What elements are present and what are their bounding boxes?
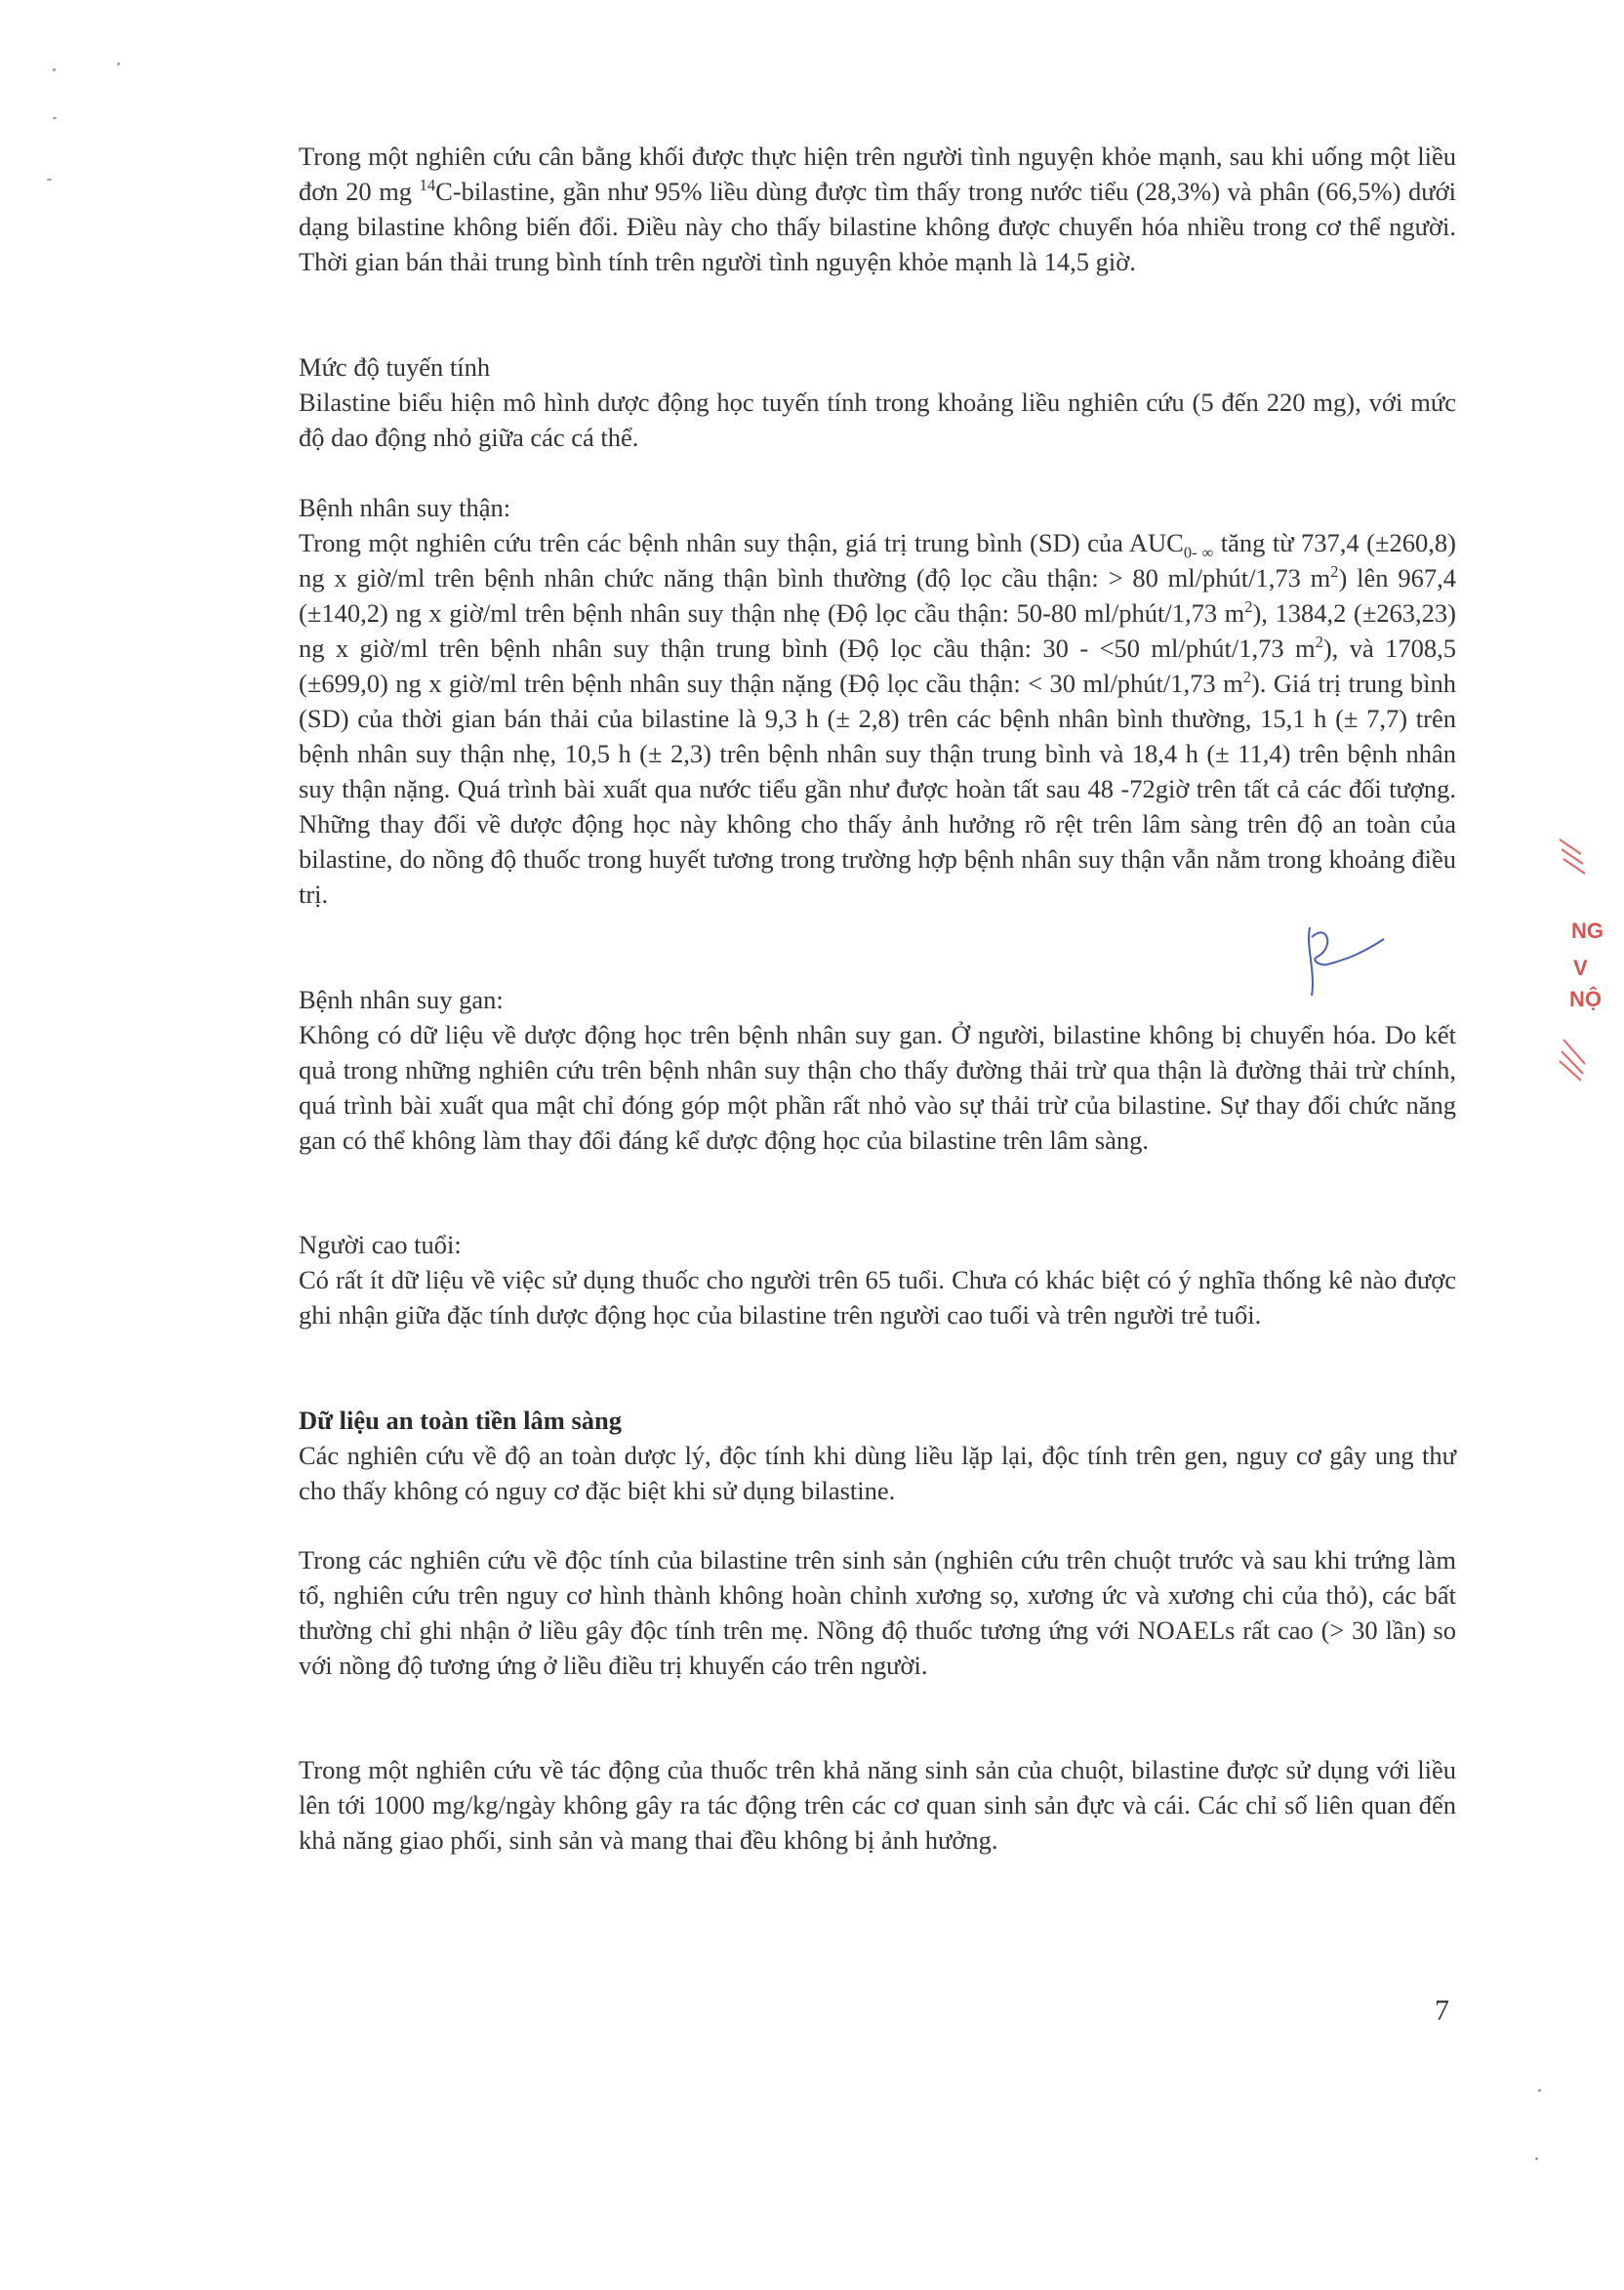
stamp-text: V: [1573, 956, 1588, 980]
stamp-text: NỘ: [1569, 987, 1602, 1011]
scan-speck: [1538, 2089, 1541, 2092]
page-number: 7: [1435, 1994, 1449, 2026]
scan-speck: [53, 68, 56, 71]
section-preclinical-safety: [299, 1403, 1456, 1508]
paragraph-reproductive-toxicity: Trong các nghiên cứu về độc tính của bilastine trên sinh sản (nghiên cứu trên chuột trước và sau khi trứng làm tổ, nghiên cứu trên nguy cơ hình thành không hoàn chỉnh xương sọ, xương ức và xương chi của thỏ), các bất thường chỉ ghi nhận ở liều gây độc tính trên mẹ. Nồng độ thuốc tương ứng với NOAELs rất cao (> 30 lần) so với nồng độ tương ứng ở liều điều trị khuyến cáo trên người.: [299, 1545, 1456, 1680]
stamp-text: NG: [1571, 919, 1604, 943]
paragraph-fertility: Trong một nghiên cứu về tác động của thuốc trên khả năng sinh sản của chuột, bilastine được sử dụng với liều lên tới 1000 mg/kg/ngày không gây ra tác động trên các cơ quan sinh sản đực và cái. Các chỉ số liên quan đến khả năng giao phối, sinh sản và mang thai đều không bị ảnh hưởng.: [299, 1755, 1456, 1855]
section-heading: Người cao tuổi:: [299, 1230, 462, 1259]
stamp-edge-marks: [1542, 835, 1610, 1127]
section-body: Các nghiên cứu về độ an toàn dược lý, độc tính khi dùng liều lặp lại, độc tính trên gen, nguy cơ gây ung thư cho thấy không có nguy cơ đặc biệt khi sử dụng bilastine.: [299, 1441, 1456, 1505]
section-hepatic-impairment: [299, 982, 1456, 1158]
official-stamp-fragment: [1542, 835, 1610, 1127]
section-body: Không có dữ liệu về dược động học trên bệnh nhân suy gan. Ở người, bilastine không bị chuyển hóa. Do kết quả trong những nghiên cứu trên bệnh nhân suy thận cho thấy đường thải trừ qua thận là đường thải trừ chính, quá trình bài xuất qua mật chỉ đóng góp một phần rất nhỏ vào sự thải trừ của bilastine. Sự thay đổi chức năng gan có thể không làm thay đổi đáng kể dược động học của bilastine trên lâm sàng.: [299, 1020, 1456, 1155]
paragraph-mass-balance: Trong một nghiên cứu cân bằng khối được thực hiện trên người tình nguyện khỏe mạnh, sau khi uống một liều đơn 20 mg $^{14}$C-bilastine, gần như 95% liều dùng được tìm thấy trong nước tiểu (28,3%) và phân (66,5%) dưới dạng bilastine không biến đổi. Điều này cho thấy bilastine không được chuyển hóa nhiều trong cơ thể người. Thời gian bán thải trung bình tính trên người tình nguyện khỏe mạnh là 14,5 giờ.: [299, 142, 1456, 276]
section-renal-impairment: [299, 490, 1456, 912]
scan-speck: [117, 62, 120, 65]
section-body: Bilastine biểu hiện mô hình dược động học tuyến tính trong khoảng liều nghiên cứu (5 đến 220 mg), với mức độ dao động nhỏ giữa các cá thể.: [299, 388, 1456, 452]
section-heading: Bệnh nhân suy thận:: [299, 493, 511, 522]
section-heading: Mức độ tuyến tính: [299, 352, 491, 382]
scan-speck: [53, 117, 57, 119]
section-elderly: [299, 1227, 1456, 1332]
scan-speck: [47, 179, 52, 181]
section-heading: Dữ liệu an toàn tiền lâm sàng: [299, 1406, 622, 1435]
handwritten-signature: [1298, 918, 1396, 1005]
section-body: Có rất ít dữ liệu về việc sử dụng thuốc cho người trên 65 tuổi. Chưa có khác biệt có ý nghĩa thống kê nào được ghi nhận giữa đặc tính dược động học của bilastine trên người cao tuổi và trên người trẻ tuổi.: [299, 1265, 1456, 1329]
section-linearity: [299, 349, 1456, 455]
scan-speck: [1535, 2157, 1538, 2160]
section-body: Trong một nghiên cứu trên các bệnh nhân suy thận, giá trị trung bình (SD) của $AUC_{0- \infty}$ tăng từ 737,4 (±260,8) ng x giờ/ml trên bệnh nhân chức năng thận bình thường (độ lọc cầu thận: > 80 ml/phút/1,73 $m^2$) lên 967,4 (±140,2) ng x giờ/ml trên bệnh nhân suy thận nhẹ (Độ lọc cầu thận: 50-80 ml/phút/1,73 $m^2$), 1384,2 (±263,23) ng x giờ/ml trên bệnh nhân suy thận trung bình (Độ lọc cầu thận: 30 - <50 ml/phút/1,73 $m^2$), và 1708,5 (±699,0) ng x giờ/ml trên bệnh nhân suy thận nặng (Độ lọc cầu thận: < 30 ml/phút/1,73 $m^2$). Giá trị trung bình (SD) của thời gian bán thải của bilastine là 9,3 h (± 2,8) trên các bệnh nhân bình thường, 15,1 h (± 7,7) trên bệnh nhân suy thận nhẹ, 10,5 h (± 2,3) trên bệnh nhân suy thận trung bình và 18,4 h (± 11,4) trên bệnh nhân suy thận nặng. Quá trình bài xuất qua nước tiểu gần như được hoàn tất sau 48 -72giờ trên tất cả các đối tượng. Những thay đổi về dược động học này không cho thấy ảnh hưởng rõ rệt trên lâm sàng trên độ an toàn của bilastine, do nồng độ thuốc trong huyết tương trong trường hợp bệnh nhân suy thận vẫn nằm trong khoảng điều trị.: [299, 528, 1457, 909]
section-heading: Bệnh nhân suy gan:: [299, 985, 504, 1014]
